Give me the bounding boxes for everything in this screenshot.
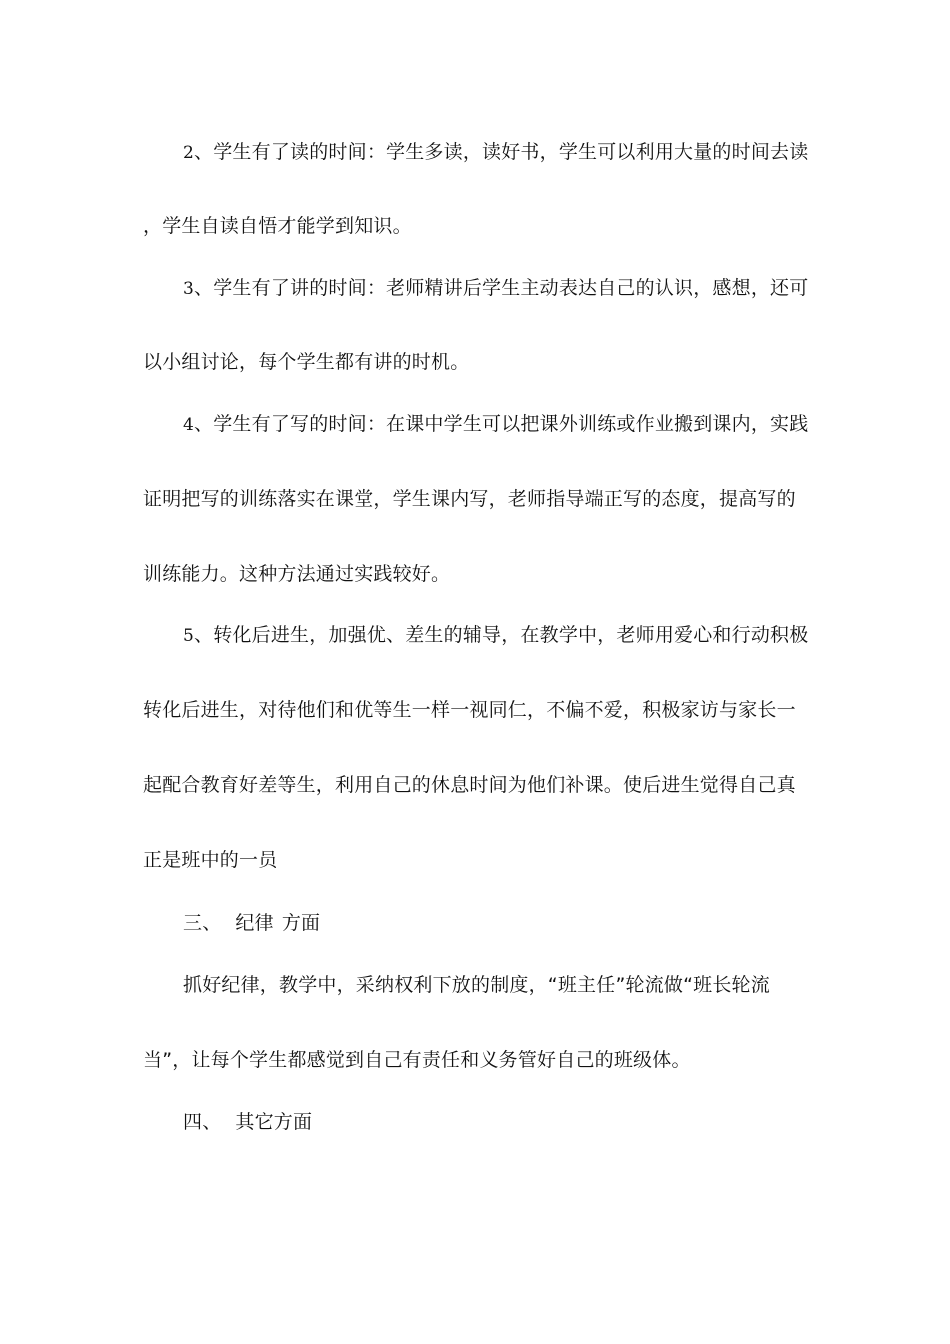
paragraph-4-line-1: [183, 409, 950, 439]
section-3-line-2: [143, 1045, 950, 1075]
section-number: 四、: [183, 1111, 222, 1133]
section-number: 三、: [183, 912, 222, 934]
paragraph-5-line-2: [143, 695, 950, 725]
paragraph-text: 、学生有了写的时间：在课中学生可以把课外训练或作业搬到课内，实践: [194, 413, 809, 435]
paragraph-4-line-2: [143, 484, 950, 514]
paragraph-text: 、学生有了讲的时间：老师精讲后学生主动表达自己的认识，感想，还可: [194, 277, 809, 299]
paragraph-text: 转化后进生，对待他们和优等生一样一视同仁，不偏不爱，积极家访与家长一: [143, 699, 796, 721]
section-4-heading: [183, 1107, 950, 1137]
item-number: 4: [183, 415, 195, 435]
section-3-heading: [183, 908, 950, 938]
paragraph-text: 当”，让每个学生都感觉到自己有责任和义务管好自己的班级体。: [143, 1049, 691, 1071]
item-number: 2: [183, 143, 195, 163]
item-number: 5: [183, 626, 195, 646]
item-number: 3: [183, 279, 195, 299]
paragraph-2-line-1: [183, 137, 950, 167]
section-title-part: 纪律: [235, 912, 274, 934]
paragraph-text: 抓好纪律，教学中，采纳权利下放的制度，“班主任”轮流做“班长轮流: [183, 974, 770, 996]
paragraph-5-line-3: [143, 770, 950, 800]
paragraph-text: 以小组讨论，每个学生都有讲的时机。: [143, 351, 470, 373]
paragraph-3-line-2: [143, 347, 950, 377]
section-title: 其它方面: [235, 1111, 313, 1133]
paragraph-text: 起配合教育好差等生，利用自己的休息时间为他们补课。使后进生觉得自己真: [143, 774, 796, 796]
paragraph-text: 训练能力。这种方法通过实践较好。: [143, 563, 451, 585]
paragraph-text: 正是班中的一员: [143, 849, 278, 871]
paragraph-5-line-4: [143, 845, 950, 875]
paragraph-text: 、学生有了读的时间：学生多读，读好书，学生可以利用大量的时间去读: [194, 141, 809, 163]
paragraph-3-line-1: [183, 273, 950, 303]
paragraph-text: 证明把写的训练落实在课堂，学生课内写，老师指导端正写的态度，提高写的: [143, 488, 796, 510]
paragraph-text: ，学生自读自悟才能学到知识。: [143, 215, 412, 237]
section-3-line-1: [183, 970, 950, 1000]
paragraph-5-line-1: [183, 620, 950, 650]
paragraph-4-line-3: [143, 559, 950, 589]
paragraph-text: 、转化后进生，加强优、差生的辅导，在教学中，老师用爱心和行动积极: [194, 624, 809, 646]
paragraph-2-line-2: [143, 211, 950, 241]
section-title-part: 方面: [281, 912, 321, 934]
